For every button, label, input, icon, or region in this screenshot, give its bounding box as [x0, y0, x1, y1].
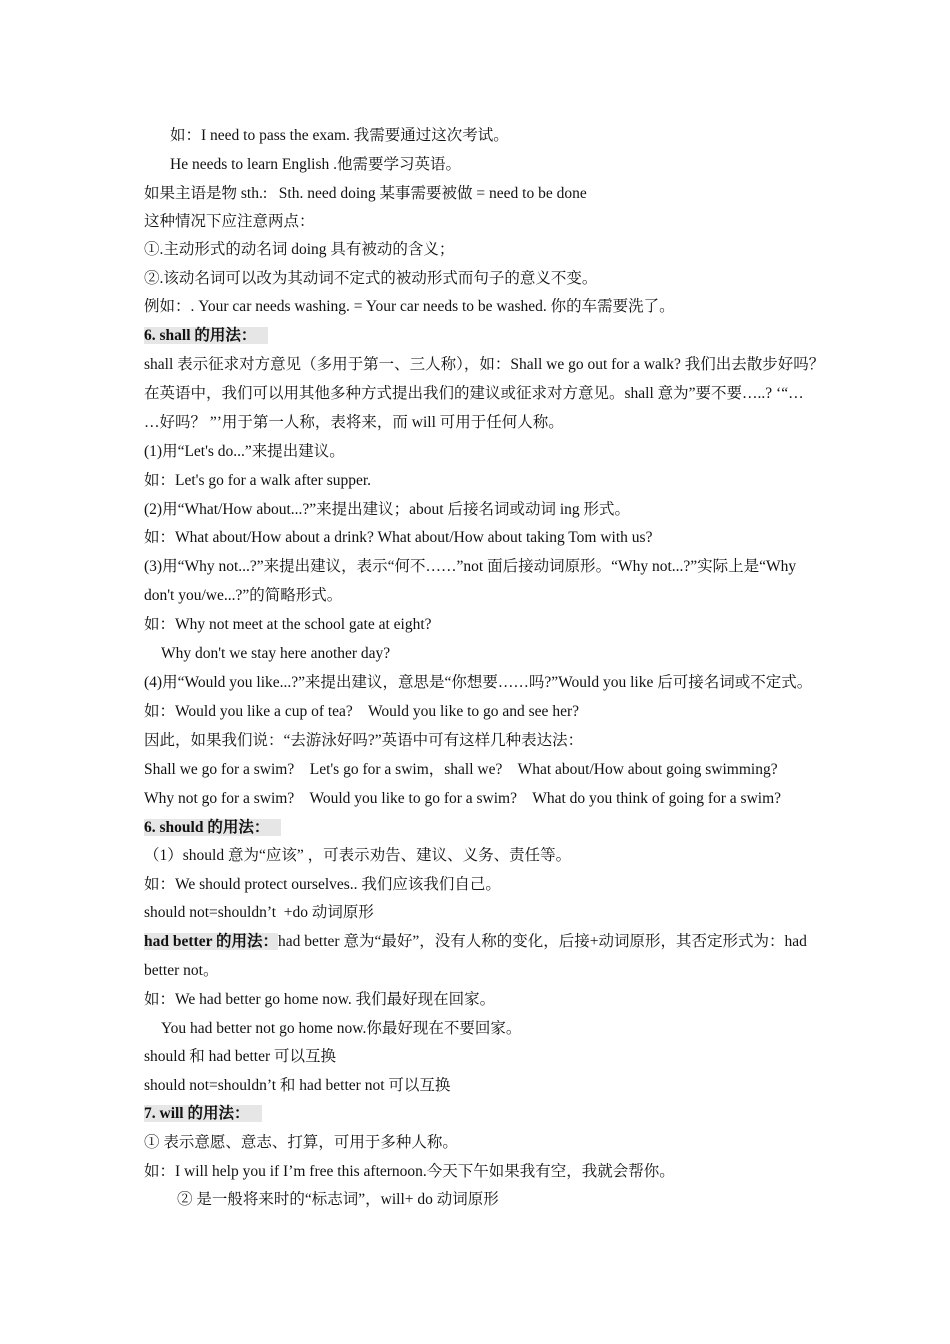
text-line: ① 表示意愿、意志、打算，可用于多种人称。 [144, 1134, 458, 1151]
text-line: should not=shouldn’t 和 had better not 可以互换 [144, 1077, 451, 1094]
text-line: (1)用“Let's do...”来提出建议。 [144, 443, 345, 460]
text-line: 在英语中，我们可以用其他多种方式提出我们的建议或征求对方意见。shall 意为”要不要…..? ‘“… [144, 385, 804, 402]
text-line: (2)用“What/How about...?”来提出建议；about 后接名词或动词 ing 形式。 [144, 501, 631, 518]
had-better-text: had better 意为“最好”，没有人称的变化，后接+动词原形，其否定形式为：had [278, 933, 807, 950]
text-line: 因此，如果我们说：“去游泳好吗?”英语中可有这样几种表达法： [144, 732, 584, 749]
will-heading: 7. will 的用法： [144, 1105, 262, 1122]
text-line: …好吗？ ”’用于第一人称，表将来，而 will 可用于任何人称。 [144, 414, 564, 431]
text-line: 如果主语是物 sth.: Sth. need doing 某事需要被做 = need to be done [144, 185, 587, 202]
text-line: 如：I need to pass the exam. 我需要通过这次考试。 [170, 127, 509, 144]
section-heading [144, 326, 268, 346]
text-line: shall 表示征求对方意见（多用于第一、三人称），如：Shall we go out for a walk? 我们出去散步好吗？ [144, 356, 825, 373]
text-line: should 和 had better 可以互换 [144, 1048, 337, 1065]
text-line: don't you/we...?”的简略形式。 [144, 587, 343, 604]
text-line: Why don't we stay here another day? [161, 645, 391, 662]
text-line: (3)用“Why not...?”来提出建议，表示“何不……”not 面后接动词原形。“Why not...?”实际上是“Why [144, 558, 797, 575]
text-line: 这种情况下应注意两点： [144, 213, 315, 230]
text-line: 如：We should protect ourselves.. 我们应该我们自己。 [144, 876, 501, 893]
should-heading: 6. should 的用法： [144, 819, 281, 836]
shall-heading: 6. shall 的用法： [144, 327, 268, 344]
had-better-heading: had better 的用法： [144, 933, 279, 950]
text-line: 如：We had better go home now. 我们最好现在回家。 [144, 991, 496, 1008]
text-line: （1）should 意为“应该” ，可表示劝告、建议、义务、责任等。 [144, 847, 572, 864]
text-line: You had better not go home now.你最好现在不要回家。 [161, 1020, 522, 1037]
text-line [144, 932, 807, 952]
text-line: Shall we go for a swim? Let's go for a swim，shall we? What about/How about going swimming? [144, 761, 778, 778]
text-line: ①.主动形式的动名词 doing 具有被动的含义； [144, 241, 455, 258]
text-line: 如：I will help you if I’m free this afternoon.今天下午如果我有空，我就会帮你。 [144, 1163, 675, 1180]
text-line: 如：Let's go for a walk after supper. [144, 472, 372, 489]
text-line: 如：Why not meet at the school gate at eight? [144, 616, 432, 633]
text-line: ② 是一般将来时的“标志词”，will+ do 动词原形 [177, 1191, 499, 1208]
text-line: 例如：. Your car needs washing. = Your car needs to be washed. 你的车需要洗了。 [144, 298, 675, 315]
text-line: should not=shouldn’t +do 动词原形 [144, 904, 374, 921]
text-line: 如：Would you like a cup of tea? Would you like to go and see her? [144, 703, 579, 720]
text-line: He needs to learn English .他需要学习英语。 [170, 156, 462, 173]
text-line: ②.该动名词可以改为其动词不定式的被动形式而句子的意义不变。 [144, 270, 598, 287]
text-line: (4)用“Would you like...?”来提出建议，意思是“你想要……吗?”Would you like 后可接名词或不定式。 [144, 674, 813, 691]
section-heading [144, 1104, 262, 1124]
text-line: better not。 [144, 962, 219, 979]
text-line: 如：What about/How about a drink? What about/How about taking Tom with us? [144, 529, 653, 546]
section-heading [144, 818, 281, 838]
text-line: Why not go for a swim? Would you like to go for a swim? What do you think of going for a swim? [144, 790, 782, 807]
